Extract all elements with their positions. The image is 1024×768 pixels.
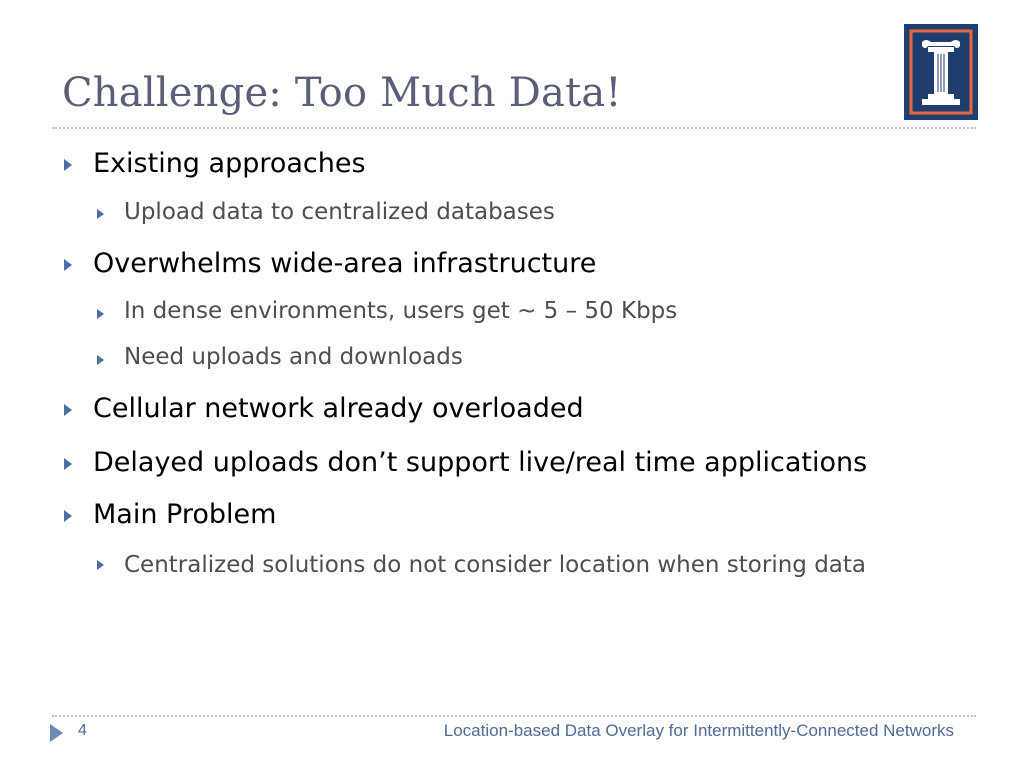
bullet-level1: Cellular network already overloaded [93, 393, 584, 424]
bullet-level1: Overwhelms wide-area infrastructure [93, 248, 597, 279]
footer-arrow-icon [50, 724, 63, 742]
page-number: 4 [78, 722, 87, 739]
bullet-level1: Delayed uploads don’t support live/real time applications [93, 447, 868, 478]
bullet-level1: Existing approaches [93, 148, 366, 179]
bullet-level2: Centralized solutions do not consider location when storing data [124, 552, 866, 578]
bullet-arrow-icon [97, 355, 104, 365]
slide-title: Challenge: Too Much Data! [62, 70, 622, 116]
bullet-arrow-icon [97, 309, 104, 319]
bullet-arrow-icon [97, 209, 104, 219]
bullet-arrow-icon [97, 560, 104, 570]
bullet-level1: Main Problem [93, 499, 277, 530]
footer-title: Location-based Data Overlay for Intermittently-Connected Networks [443, 721, 954, 740]
bullet-level2: In dense environments, users get ~ 5 – 50 Kbps [124, 298, 678, 324]
bullet-arrow-icon [64, 259, 72, 271]
bullet-arrow-icon [64, 510, 72, 522]
bullet-arrow-icon [64, 458, 72, 470]
bullet-arrow-icon [64, 159, 72, 171]
bullet-arrow-icon [64, 404, 72, 416]
bullet-level2: Need uploads and downloads [124, 344, 463, 370]
bullet-level2: Upload data to centralized databases [124, 199, 555, 225]
footer-divider [52, 715, 976, 717]
